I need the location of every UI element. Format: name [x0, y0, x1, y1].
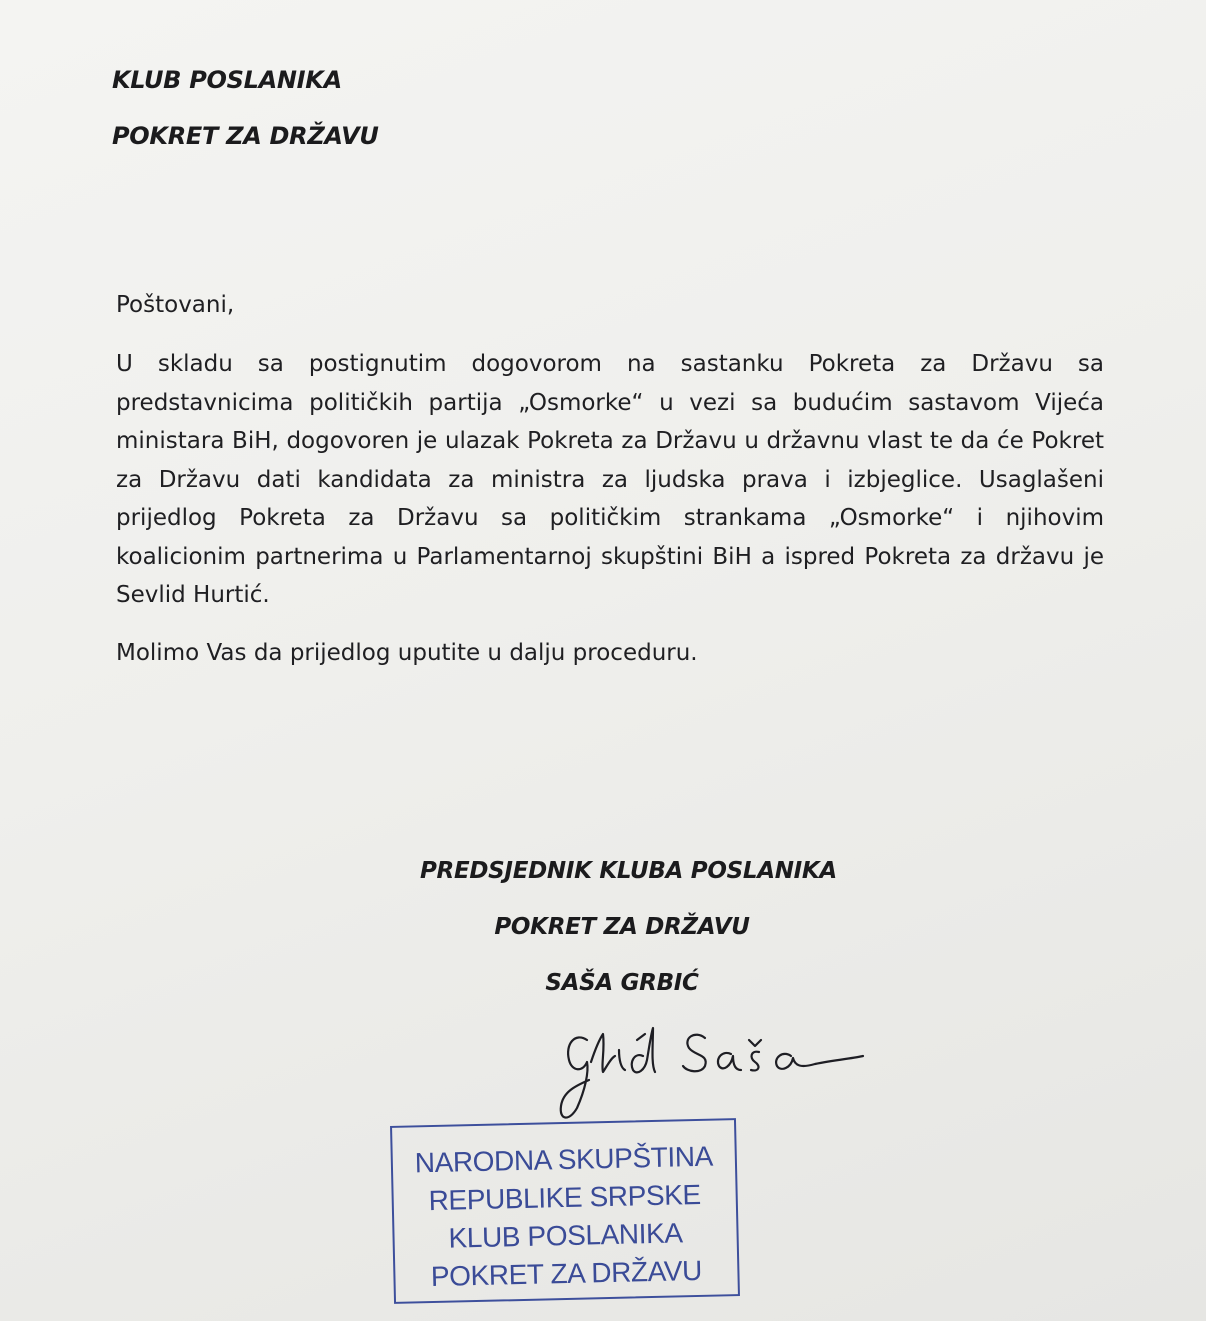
stamp-line-republic: REPUBLIKE SRPSKE — [428, 1178, 702, 1217]
letter-body-paragraph: U skladu sa postignutim dogovorom na sastanku Pokreta za Državu sa predstavnicima političkih partija „Osmorke“ u vezi sa budućim sastavom Vijeća ministara BiH, dogovoren je ulazak Pokreta za Državu u državnu vlast te da će Pokret za Državu dati kandidata za ministra za ljudska prava i izbjeglice. Usaglašeni prijedlog Pokreta za Državu sa političkim strankama „Osmorke“ i njihovim koalicionim partnerima u Parlamentarnoj skupštini BiH a ispred Pokreta za državu je Sevlid Hurtić. — [116, 351, 1104, 608]
header-club-name: KLUB POSLANIKA — [112, 66, 342, 94]
letter-closing: Molimo Vas da prijedlog uputite u dalju proceduru. — [116, 640, 698, 666]
signatory-organization: POKRET ZA DRŽAVU — [494, 914, 750, 940]
official-stamp — [390, 1118, 740, 1304]
stamp-line-club: KLUB POSLANIKA — [448, 1217, 683, 1254]
handwritten-signature — [545, 1010, 875, 1130]
stamp-line-party: POKRET ZA DRŽAVU — [430, 1254, 703, 1293]
header-party-name: POKRET ZA DRŽAVU — [112, 122, 379, 150]
letter-greeting: Poštovani, — [116, 292, 235, 318]
signatory-name: SAŠA GRBIĆ — [545, 970, 699, 996]
stamp-line-assembly: NARODNA SKUPŠTINA — [414, 1140, 714, 1179]
signatory-title: PREDSJEDNIK KLUBA POSLANIKA — [420, 858, 837, 884]
